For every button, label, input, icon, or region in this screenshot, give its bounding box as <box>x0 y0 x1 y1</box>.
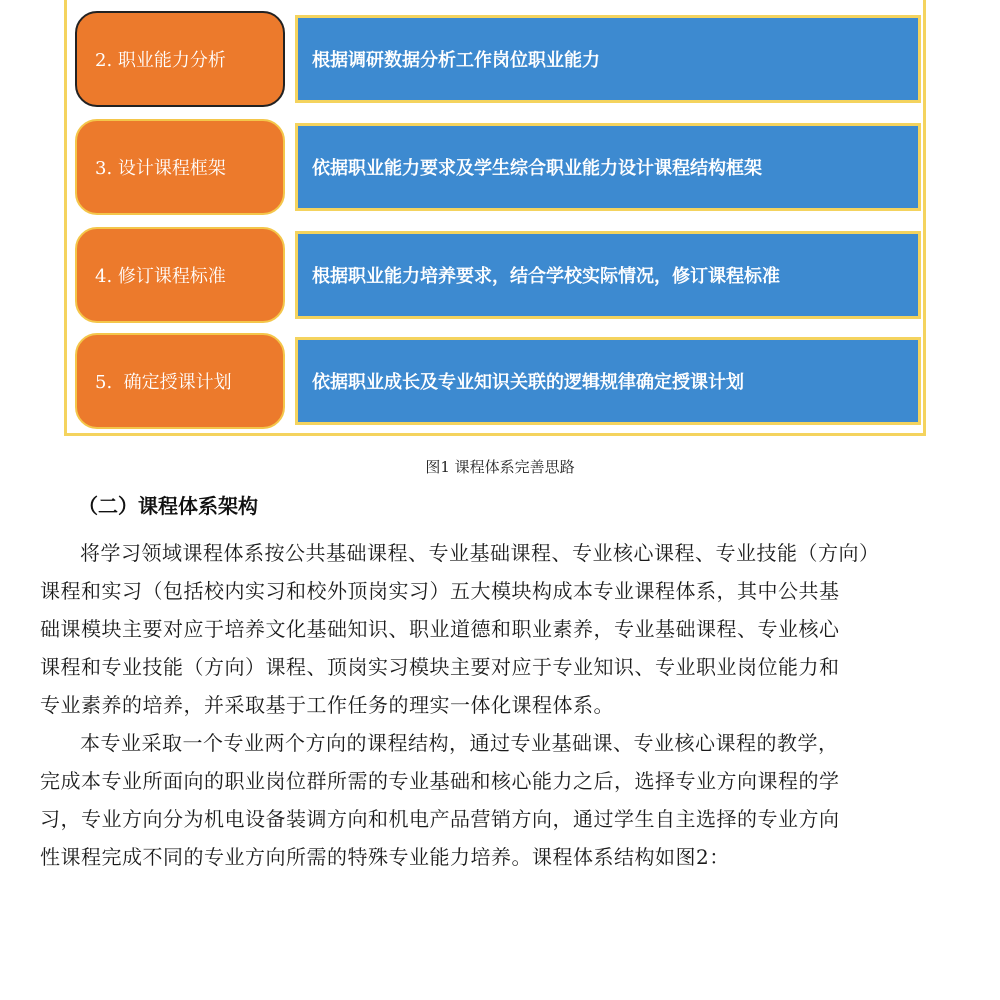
step-label-box: 5. 确定授课计划 <box>75 333 285 429</box>
paragraph-line: 专业素养的培养，并采取基于工作任务的理实一体化课程体系。 <box>40 693 614 717</box>
step-description-box: 依据职业成长及专业知识关联的逻辑规律确定授课计划 <box>295 337 921 425</box>
step-label-box: 3. 设计课程框架 <box>75 119 285 215</box>
course-improvement-diagram <box>64 0 926 436</box>
paragraph-line: 完成本专业所面向的职业岗位群所需的专业基础和核心能力之后，选择专业方向课程的学 <box>40 769 840 793</box>
paragraph-line: 本专业采取一个专业两个方向的课程结构，通过专业基础课、专业核心课程的教学， <box>80 731 839 755</box>
body-paragraph-1 <box>40 534 960 724</box>
diagram-step-row <box>67 119 923 215</box>
body-paragraph-2 <box>40 724 960 876</box>
step-description-box: 根据职业能力培养要求，结合学校实际情况，修订课程标准 <box>295 231 921 319</box>
step-description-box: 根据调研数据分析工作岗位职业能力 <box>295 15 921 103</box>
paragraph-line: 课程和实习（包括校内实习和校外顶岗实习）五大模块构成本专业课程体系，其中公共基 <box>40 579 840 603</box>
paragraph-line: 课程和专业技能（方向）课程、顶岗实习模块主要对应于专业知识、专业职业岗位能力和 <box>40 655 840 679</box>
paragraph-line: 础课模块主要对应于培养文化基础知识、职业道德和职业素养，专业基础课程、专业核心 <box>40 617 840 641</box>
paragraph-line: 性课程完成不同的专业方向所需的特殊专业能力培养。课程体系结构如图2： <box>40 845 730 869</box>
step-label-box: 2. 职业能力分析 <box>75 11 285 107</box>
step-description-box: 依据职业能力要求及学生综合职业能力设计课程结构框架 <box>295 123 921 211</box>
figure-caption: 图1 课程体系完善思路 <box>425 458 575 476</box>
diagram-step-row <box>67 333 923 429</box>
diagram-step-row <box>67 227 923 323</box>
section-heading: （二）课程体系架构 <box>78 494 258 518</box>
step-label-box: 4. 修订课程标准 <box>75 227 285 323</box>
diagram-step-row <box>67 11 923 107</box>
paragraph-line: 习，专业方向分为机电设备装调方向和机电产品营销方向，通过学生自主选择的专业方向 <box>40 807 840 831</box>
paragraph-line: 将学习领域课程体系按公共基础课程、专业基础课程、专业核心课程、专业技能（方向） <box>80 541 880 565</box>
